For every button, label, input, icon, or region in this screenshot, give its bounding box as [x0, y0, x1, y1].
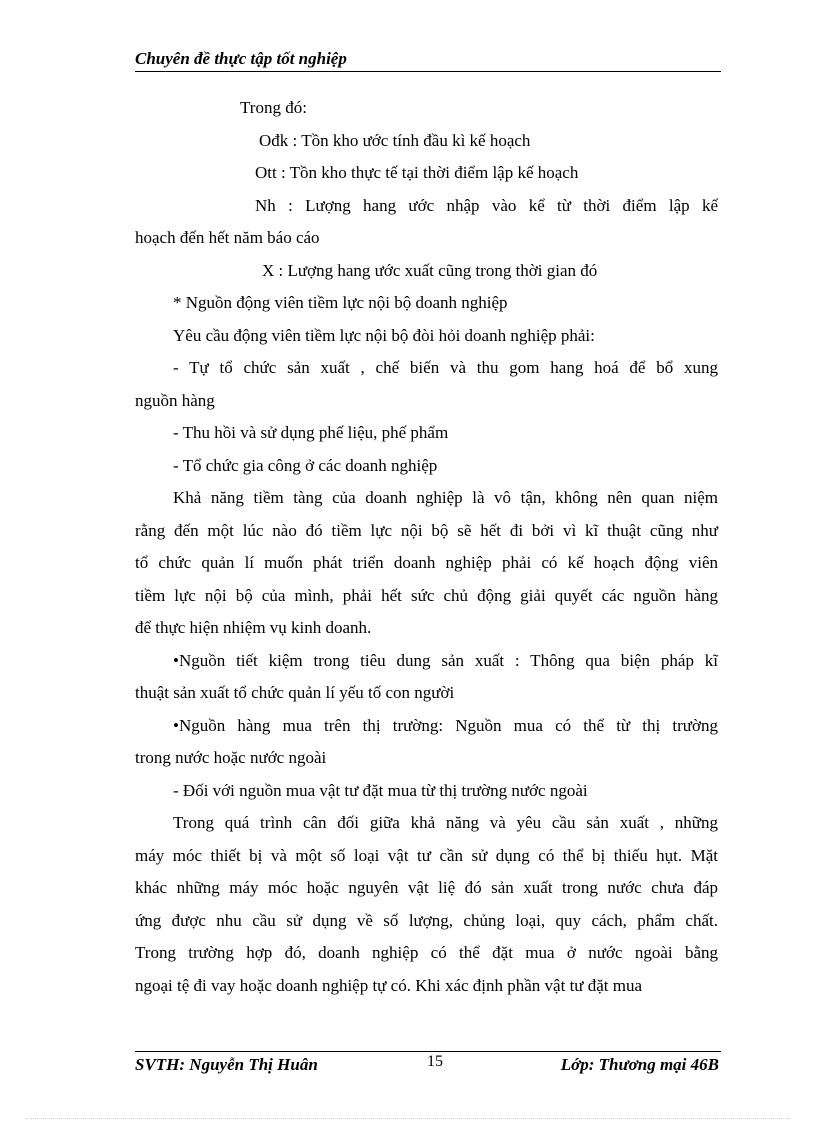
text-line: - Đối với nguồn mua vật tư đặt mua từ thị trường nước ngoài: [173, 780, 588, 800]
text-line: ngoại tệ đi vay hoặc doanh nghiệp tự có. Khi xác định phần vật tư đặt mua: [135, 975, 643, 995]
text-line: Trong đó:: [240, 98, 307, 117]
text-line: hoạch đến hết năm báo cáo: [135, 228, 320, 247]
text-line: ứng được nhu cầu sử dụng về số lượng, chủng loại, quy cách, phẩm chất.: [135, 910, 718, 930]
footer-student: SVTH: Nguyễn Thị Huân: [135, 1055, 318, 1074]
text-line: để thực hiện nhiệm vụ kinh doanh.: [135, 618, 372, 637]
text-line: khác những máy móc hoặc nguyên vật liệ đó sản xuất trong nước chưa đáp: [135, 878, 718, 897]
text-line: •Nguồn hàng mua trên thị trường: Nguồn mua có thể từ thị trường: [173, 715, 718, 735]
footer-divider: [135, 1051, 721, 1052]
text-line: nguồn hàng: [135, 390, 215, 410]
text-line: trong nước hoặc nước ngoài: [135, 748, 327, 767]
text-line: Nh : Lượng hang ước nhập vào kể từ thời điểm lập kế: [255, 195, 718, 215]
page-bottom-border: [26, 1118, 790, 1119]
text-line: * Nguồn động viên tiềm lực nội bộ doanh nghiệp: [173, 293, 508, 312]
text-line: X : Lượng hang ước xuất cũng trong thời gian đó: [262, 260, 598, 280]
text-line: - Thu hồi và sử dụng phế liệu, phế phẩm: [173, 423, 449, 442]
text-line: - Tự tổ chức sản xuất , chế biến và thu gom hang hoá để bổ xung: [173, 358, 718, 377]
header-title: Chuyên đề thực tập tốt nghiệp: [135, 49, 347, 68]
document-body: [135, 92, 718, 1002]
page-number: 15: [427, 1053, 443, 1070]
text-line: tổ chức quản lí muốn phát triển doanh nghiệp phải có kế hoạch động viên: [135, 553, 718, 572]
text-line: Trong trường hợp đó, doanh nghiệp có thể đặt mua ở nước ngoài bằng: [135, 943, 718, 962]
text-line: Ott : Tồn kho thực tế tại thời điểm lập kế hoạch: [255, 163, 579, 182]
page-header: [135, 49, 721, 72]
text-line: máy móc thiết bị và một số loại vật tư cần sử dụng có thể bị thiếu hụt. Mặt: [135, 845, 718, 865]
text-line: •Nguồn tiết kiệm trong tiêu dung sản xuất : Thông qua biện pháp kĩ: [173, 650, 718, 670]
text-line: Ođk : Tồn kho ước tính đầu kì kế hoạch: [259, 130, 531, 150]
text-line: tiềm lực nội bộ của mình, phải hết sức chủ động giải quyết các nguồn hàng: [135, 585, 718, 605]
text-line: - Tổ chức gia công ở các doanh nghiệp: [173, 455, 438, 475]
text-line: rằng đến một lúc nào đó tiềm lực nội bộ sẽ hết đi bởi vì kĩ thuật cũng như: [135, 520, 718, 540]
footer-class: Lớp: Thương mại 46B: [560, 1055, 719, 1074]
text-line: thuật sản xuất tổ chức quản lí yếu tố con người: [135, 683, 455, 702]
text-line: Yêu cầu động viên tiềm lực nội bộ đòi hỏi doanh nghiệp phải:: [173, 325, 595, 345]
text-line: Trong quá trình cân đối giữa khả năng và yêu cầu sản xuất , những: [173, 813, 718, 832]
text-line: Khả năng tiềm tàng của doanh nghiệp là vô tận, không nên quan niệm: [173, 488, 718, 507]
